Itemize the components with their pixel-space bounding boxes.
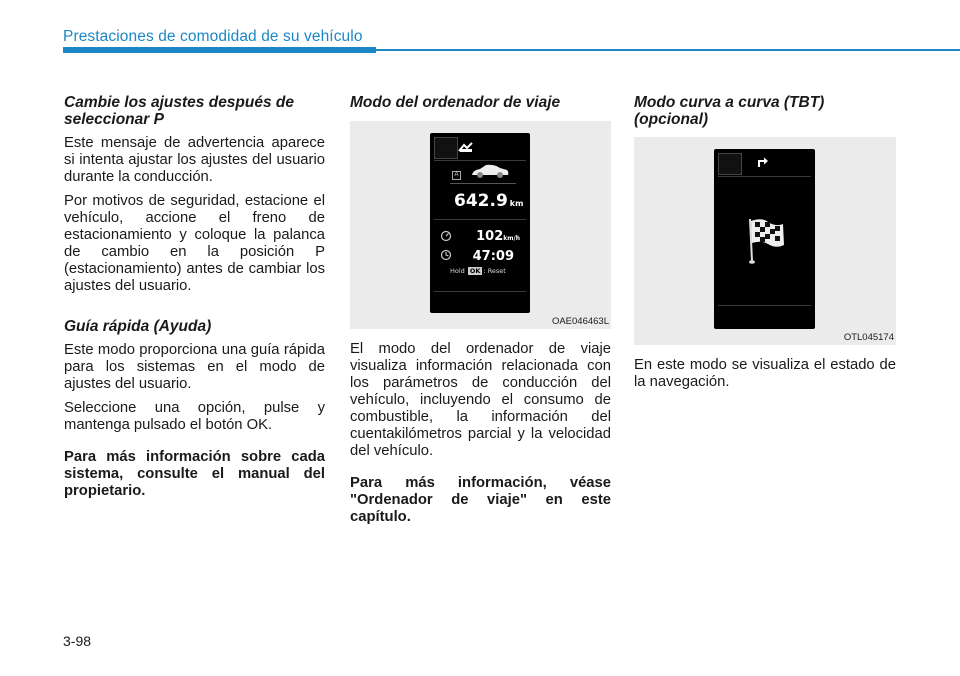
header-rule-thick [63, 47, 376, 53]
page-section-title: Prestaciones de comodidad de su vehículo [63, 28, 363, 45]
mode-icon-box [718, 153, 742, 175]
turn-right-arrow-icon [756, 156, 770, 168]
tbt-figure [634, 137, 896, 345]
column-middle [350, 94, 611, 533]
car-badge: A [452, 171, 461, 180]
owner-manual-note: Para más información sobre cada sistema, consulte el manual del propietario. [64, 449, 325, 499]
heading-tbt-mode: Modo curva a curva (TBT) (opcional) [634, 94, 825, 128]
mode-icon-box [434, 137, 458, 159]
display-divider [718, 176, 811, 177]
display-divider [434, 219, 526, 220]
reset-prefix: Hold [450, 267, 465, 275]
ok-badge: OK [469, 267, 481, 275]
paragraph: Seleccione una opción, pulse y mantenga pulsado el botón OK. [64, 400, 325, 433]
paragraph: Este mensaje de advertencia aparece si intenta ajustar los ajustes del usuario durante la conducción. [64, 135, 325, 185]
speed-value: 102 [476, 229, 504, 244]
trip-mode-icon [458, 141, 474, 153]
trip-computer-note: Para más información, véase "Ordenador de viaje" en este capítulo. [350, 475, 611, 525]
paragraph: Por motivos de seguridad, estacione el vehículo, accione el freno de estacionamiento y coloque la palanca de cambio en la posición P (estacionamiento) antes de cambiar los ajustes del usuario. [64, 193, 325, 294]
paragraph: Este modo proporciona una guía rápida para los sistemas en el modo de ajustes del usuario. [64, 342, 325, 392]
distance-unit: km [509, 199, 524, 208]
figure-code: OTL045174 [843, 332, 894, 343]
column-left [64, 94, 325, 507]
display-divider [718, 305, 811, 306]
speed-unit: km/h [503, 235, 520, 242]
heading-select-p: Cambie los ajustes después de seleccionar P [64, 94, 295, 128]
figure-code: OAE046463L [551, 316, 609, 327]
cluster-display [430, 133, 530, 313]
trip-distance [454, 191, 523, 211]
display-divider [434, 291, 526, 292]
clock-icon [440, 249, 452, 261]
reset-hint [450, 267, 506, 275]
column-right [634, 94, 896, 398]
average-speed [476, 229, 520, 244]
heading-trip-computer: Modo del ordenador de viaje [350, 94, 561, 111]
paragraph: El modo del ordenador de viaje visualiza información relacionada con los parámetros de conducción del vehículo, incluyendo el consumo de combustible, la información del cuentakilómetros parcial y la velocidad del vehículo. [350, 341, 611, 459]
checkered-flag-icon [744, 215, 786, 267]
reset-suffix: : Reset [483, 267, 506, 275]
heading-quick-guide: Guía rápida (Ayuda) [64, 318, 212, 335]
car-icon [470, 163, 510, 179]
display-divider [450, 183, 516, 184]
display-divider [434, 160, 526, 161]
elapsed-time: 47:09 [472, 249, 514, 264]
page-number: 3-98 [63, 633, 92, 649]
distance-value: 642.9 [454, 191, 508, 211]
paragraph: En este modo se visualiza el estado de la navegación. [634, 357, 896, 390]
trip-computer-figure [350, 121, 611, 329]
tbt-display [714, 149, 815, 329]
header-rule-thin [376, 49, 960, 51]
speedometer-icon [440, 230, 452, 242]
